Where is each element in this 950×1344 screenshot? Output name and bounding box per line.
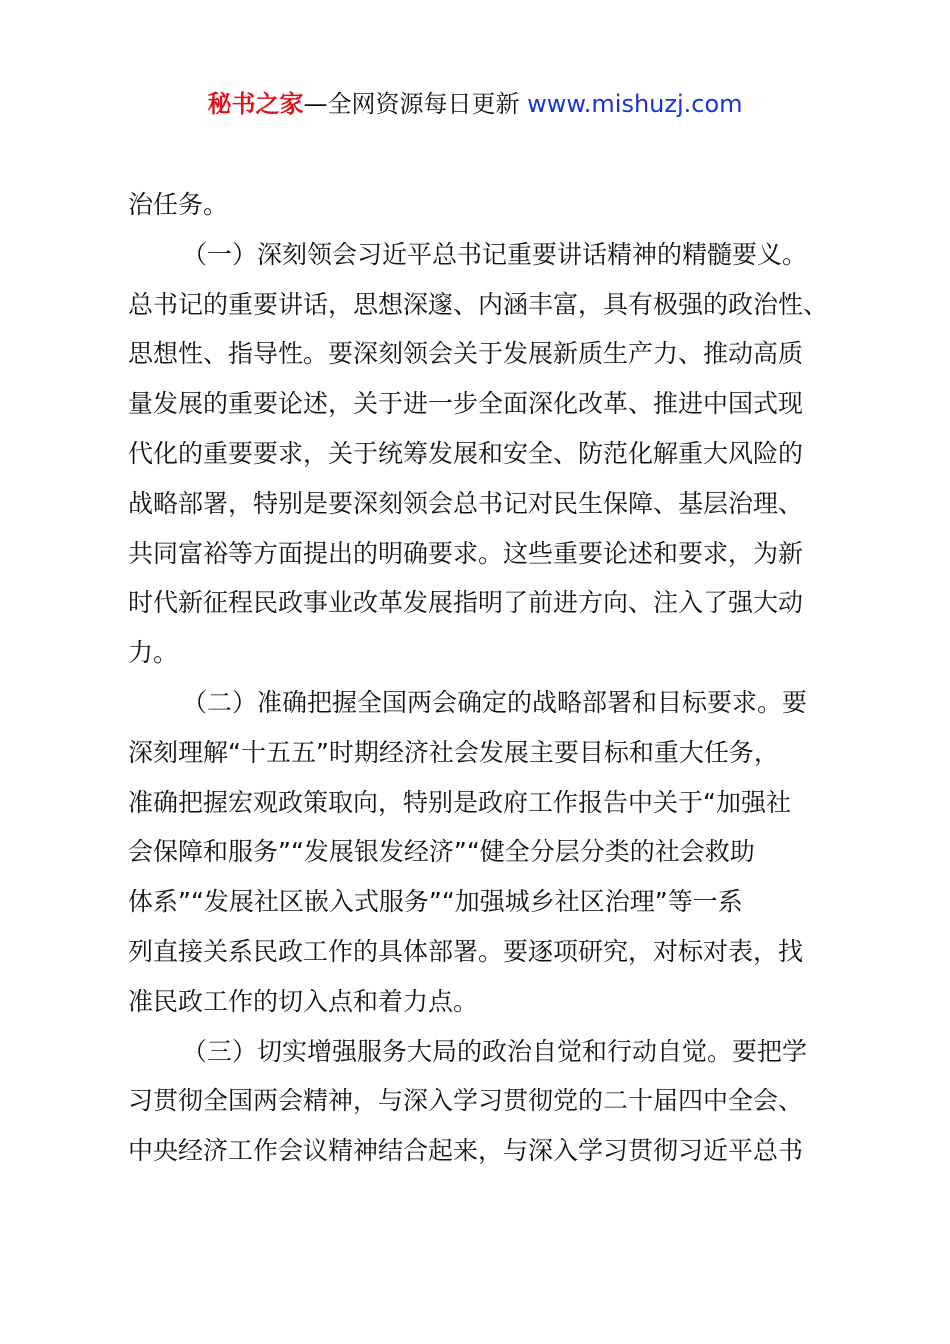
- text-line: 共同富裕等方面提出的明确要求。这些重要论述和要求，为新: [128, 538, 804, 568]
- text-line: 时代新征程民政事业改革发展指明了前进方向、注入了强大动: [128, 588, 804, 618]
- text-line: 体系”“发展社区嵌入式服务”“加强城乡社区治理”等一系: [128, 887, 743, 917]
- text-line: 力。: [128, 638, 179, 668]
- section-heading-1: （一）深刻领会习近平总书记重要讲话精神的精髓要义。: [182, 239, 808, 269]
- text-line: 习贯彻全国两会精神，与深入学习贯彻党的二十届四中全会、: [128, 1086, 804, 1116]
- text-line: 准确把握宏观政策取向，特别是政府工作报告中关于“加强社: [128, 787, 791, 817]
- document-body: [128, 180, 843, 1176]
- text-line: 战略部署，特别是要深刻领会总书记对民生保障、基层治理、: [128, 488, 804, 518]
- brand-name: 秘书之家: [207, 90, 304, 118]
- header-tagline: —全网资源每日更新: [303, 90, 520, 118]
- text-line: 思想性、指导性。要深刻领会关于发展新质生产力、推动高质: [128, 339, 804, 369]
- text-line: 总书记的重要讲话，思想深邃、内涵丰富，具有极强的政治性、: [128, 289, 829, 319]
- text-line: 列直接关系民政工作的具体部署。要逐项研究，对标对表，找: [128, 936, 804, 966]
- text-line: 量发展的重要论述，关于进一步全面深化改革、推进中国式现: [128, 389, 804, 419]
- text-line: 中央经济工作会议精神结合起来，与深入学习贯彻习近平总书: [128, 1136, 804, 1166]
- site-url-link[interactable]: www.mishuzj.com: [527, 90, 743, 118]
- text-line: 代化的重要要求，关于统筹发展和安全、防范化解重大风险的: [128, 438, 804, 468]
- section-heading-3: （三）切实增强服务大局的政治自觉和行动自觉。要把学: [182, 1036, 808, 1066]
- section-heading-2: （二）准确把握全国两会确定的战略部署和目标要求。要: [182, 687, 808, 717]
- text-line: 治任务。: [128, 190, 229, 219]
- text-line: 准民政工作的切入点和着力点。: [128, 986, 479, 1016]
- text-line: 会保障和服务”“发展银发经济”“健全分层分类的社会救助: [128, 837, 755, 867]
- page-header: [0, 88, 950, 120]
- text-line: 深刻理解“十五五”时期经济社会发展主要目标和重大任务，: [128, 737, 779, 767]
